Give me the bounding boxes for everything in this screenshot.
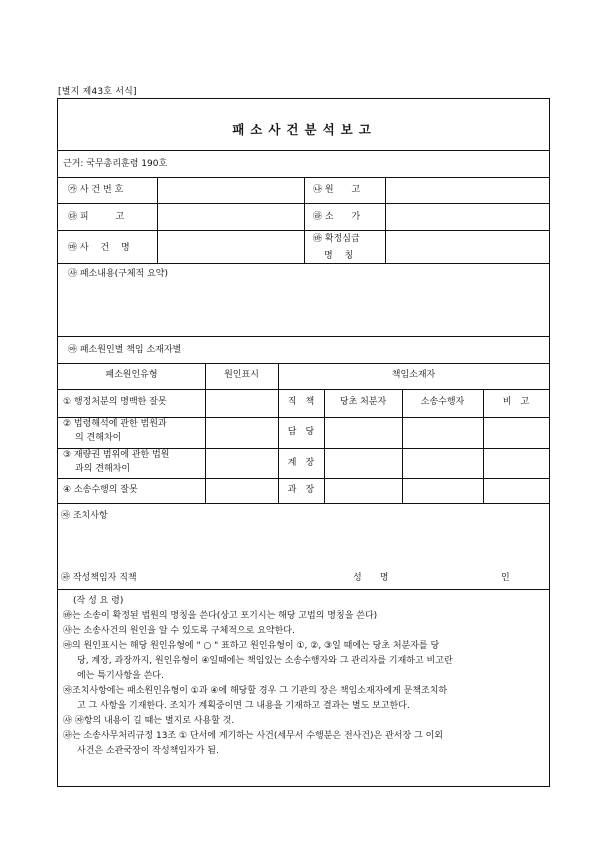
instruction-item: ㉴ ㉶항의 내용이 길 때는 별지로 사용할 것.	[63, 716, 235, 726]
instruction-item: ㉵의 원인표시는 해당 원인유형에 " ○ " 표하고 원인유형이 ①, ②, ③일 때에는 당초 처분자를 당	[63, 641, 440, 651]
plaintiff-label: ㉯ 원 고	[313, 185, 361, 195]
loss-summary-label: ㉴ 패소내용(구체적 요약)	[68, 269, 168, 279]
header-responsible: 책임소재자	[391, 370, 436, 380]
defendant-label: ㉰ 피 고	[68, 212, 125, 222]
position-chief: 계 장	[287, 458, 315, 468]
instruction-item: ㉷는 소송사무처리규정 13조 ① 단서에 게기하는 사건(세무서 수행분은 전사건)은 관서장 그 이외	[63, 731, 443, 741]
instruction-item: ㉳는 소송이 확정된 법원의 명칭을 쓴다(상고 포기시는 해당 고법의 명칭을 쓴다)	[63, 611, 378, 621]
form-number-label: [별지 제43호 서식]	[58, 87, 137, 97]
position-staff: 담 당	[287, 427, 315, 437]
final-court-label-2: 명 칭	[324, 251, 354, 261]
subheader-litigator: 소송수행자	[420, 397, 465, 407]
responsibility-heading: ㉵ 패소원인별 책임 소재자별	[68, 345, 182, 355]
author-position-label: ㉷ 작성책임자 직책	[61, 573, 137, 583]
cause-3: ③ 재량권 범위에 관한 법원	[63, 450, 170, 460]
report-form	[57, 98, 550, 787]
subheader-remarks: 비 고	[502, 397, 530, 407]
basis-text: 근거: 국무총리훈령 190호	[63, 159, 168, 169]
case-name-label: ㉲ 사 건 명	[68, 243, 130, 253]
position-director: 과 장	[287, 485, 315, 495]
cause-2: ② 법령해석에 관한 범원과	[63, 419, 167, 429]
instruction-item-cont: 고 그 사항을 기재한다. 조치가 계획중이면 그 내용을 기재하고 결과는 별도 보고한다.	[77, 701, 410, 711]
subheader-position: 직 책	[287, 397, 315, 407]
instructions	[63, 594, 546, 759]
seal-mark: 인	[501, 573, 510, 583]
cause-3-cont: 과의 견해차이	[75, 464, 131, 474]
header-cause-mark: 원인표시	[224, 370, 259, 380]
form-title: 패소사건분석보고	[232, 122, 377, 137]
measures-label: ㉶ 조치사항	[61, 511, 108, 521]
cause-2-cont: 의 견해차이	[75, 433, 122, 443]
instruction-item-cont: 사건은 소관국장이 작성책임자가 됨.	[77, 746, 219, 756]
instruction-item-cont: 에는 특기사항을 쓴다.	[77, 671, 164, 681]
cause-1: ① 행정처분의 명백한 잘못	[63, 397, 167, 407]
instruction-item-cont: 당, 계장, 과장까지, 원인유형이 ④일때에는 책임있는 소송수행자와 그 관리자를 기재하고 비고란	[77, 656, 453, 666]
final-court-label: ㉳ 확정심급	[313, 234, 360, 244]
instruction-item: ㉶조치사항에는 패소원인유형이 ①과 ④에 해당할 경우 그 기관의 장은 책임소재자에게 문책조치하	[63, 686, 448, 696]
claim-value-label: ㉱ 소 가	[313, 212, 361, 222]
header-cause-type: 패소원인유형	[105, 370, 158, 380]
cause-4: ④ 소송수행의 잘못	[63, 485, 138, 495]
instructions-heading: (작 성 요 령)	[73, 596, 124, 606]
case-number-label: ㉮ 사 건 번 호	[68, 185, 124, 195]
instruction-item: ㉴는 소송사건의 원인을 알 수 있도록 구체적으로 요약한다.	[63, 626, 295, 636]
subheader-original-handler: 당초 처분자	[339, 397, 387, 407]
author-name-label: 성 명	[353, 573, 389, 583]
